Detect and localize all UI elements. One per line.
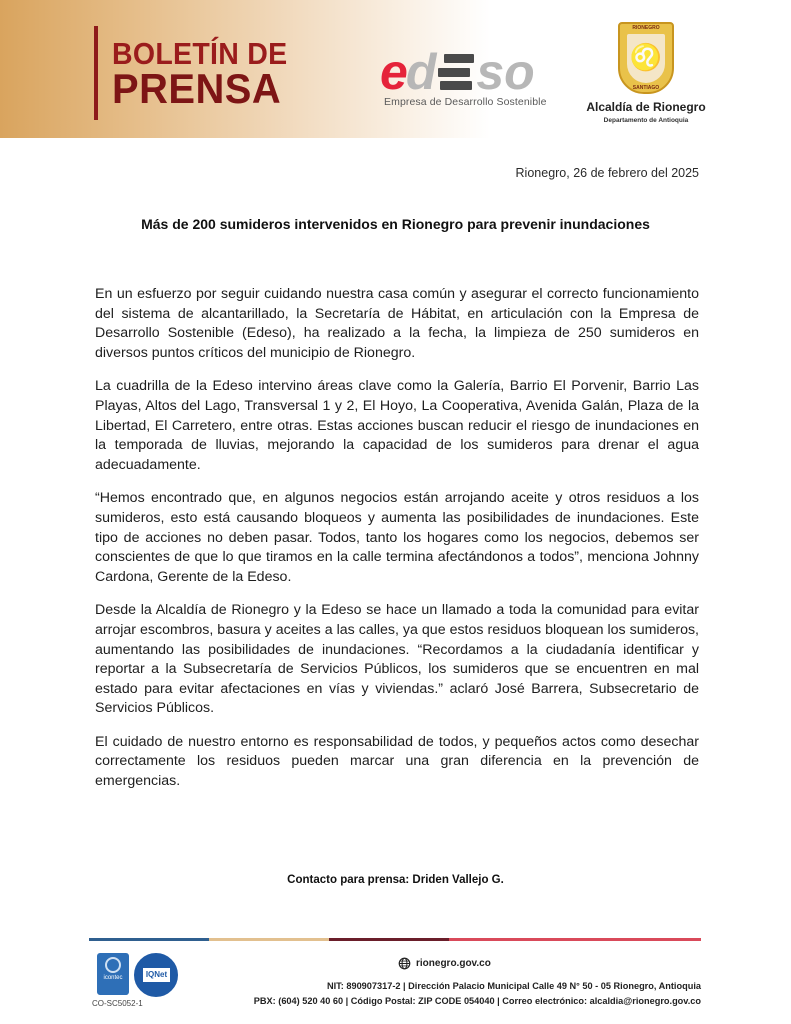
paragraph: El cuidado de nuestro entorno es responsabilidad de todos, y pequeños actos como desechar correctamente los residuos pueden marcar una gran diferencia en la prevención de emergencias. — [95, 733, 699, 790]
shield-bottom-text: SANTIAGO — [632, 85, 660, 91]
icontec-seal-icon — [97, 953, 129, 995]
bulletin-title-line2: PRENSA — [112, 65, 282, 112]
iqnet-label: IQNet — [143, 968, 170, 982]
edeso-wordmark — [380, 44, 535, 100]
alcaldia-logo — [586, 22, 706, 124]
icontec-label: icontec — [103, 975, 123, 981]
edeso-bars-icon — [438, 54, 474, 90]
edeso-tagline: Empresa de Desarrollo Sostenible — [384, 96, 547, 108]
press-banner — [0, 0, 791, 138]
globe-icon — [398, 957, 411, 970]
press-contact: Contacto para prensa: Driden Vallejo G. — [287, 874, 504, 886]
document-date: Rionegro, 26 de febrero del 2025 — [515, 166, 699, 180]
website-link[interactable]: rionegro.gov.co — [416, 958, 491, 969]
document-body — [95, 285, 699, 806]
edeso-logo — [380, 44, 555, 110]
certificate-code: CO-SC5052-1 — [92, 999, 143, 1008]
footer-divider — [89, 938, 701, 941]
bulletin-title-line1: BOLETÍN DE — [112, 36, 288, 71]
paragraph: “Hemos encontrado que, en algunos negocios están arrojando aceite y otros residuos a los sumideros, esto está causando bloqueos y aumenta las posibilidades de inundaciones. Este tipo de acciones no deben pasar. Todos, tanto los hogares como los negocios, debemos ser conscientes de que lo que tiramos en la calle termina afectándonos a todos”, menciona Johnny Cardona, Gerente de la Edeso. — [95, 490, 699, 585]
document-headline: Más de 200 sumideros intervenidos en Rionegro para prevenir inundaciones — [141, 216, 650, 232]
certification-seals — [92, 953, 188, 1013]
paragraph: La cuadrilla de la Edeso intervino áreas clave como la Galería, Barrio El Porvenir, Barrio Las Playas, Altos del Lago, Transversal 1 y 2, El Hoyo, La Cooperativa, Avenida Galán, Plaza de la Libertad, El Carretero, entre otras. Estas acciones buscan reducir el riesgo de inundaciones en la temporada de lluvias, mejorando la capacidad de los sumideros para drenar el agua adecuadamente. — [95, 378, 699, 473]
banner-accent-bar — [94, 26, 98, 120]
paragraph: En un esfuerzo por seguir cuidando nuestra casa común y asegurar el correcto funcionamiento del sistema de alcantarillado, la Secretaría de Hábitat, en articulación con la Empresa de Desarrollo Sostenible (Edeso), ha realizado a la fecha, la limpieza de 250 sumideros en diversos puntos críticos del municipio de Rionegro. — [95, 286, 699, 361]
alcaldia-department: Departamento de Antioquia — [603, 117, 689, 124]
website[interactable] — [398, 957, 491, 970]
paragraph: Desde la Alcaldía de Rionegro y la Edeso se hace un llamado a toda la comunidad para evitar arrojar escombros, basura y aceites a las calles, ya que estos residuos bloquean los sumideros, aumentando las posibilidades de inundaciones. “Recordamos a la ciudadanía identificar y reportar a la Subsecretaría de Servicios Públicos, los sumideros que se encuentren en mal estado para evitar afectaciones en vías y viviendas.” aclaró José Barrera, Subsecretario de Servicios Públicos. — [95, 602, 699, 717]
bulletin-title — [112, 38, 303, 110]
lion-icon: ♌ — [629, 41, 663, 72]
coat-of-arms-icon — [618, 22, 674, 94]
footer-address-line: NIT: 890907317-2 | Dirección Palacio Municipal Calle 49 N° 50 - 05 Rionegro, Antioquia — [326, 981, 701, 991]
shield-top-text: RIONEGRO — [632, 25, 660, 31]
edeso-letter-d: d — [405, 44, 437, 100]
footer-contact-info — [254, 979, 701, 1009]
iqnet-seal-icon — [134, 953, 178, 997]
edeso-letter-e: e — [380, 44, 408, 100]
footer-phone-email-line: PBX: (604) 520 40 60 | Código Postal: ZIP CODE 054040 | Correo electrónico: alcaldia@rionegro.gov.co — [253, 996, 701, 1006]
edeso-letters-so: so — [476, 44, 535, 100]
alcaldia-name: Alcaldía de Rionegro — [586, 100, 706, 114]
